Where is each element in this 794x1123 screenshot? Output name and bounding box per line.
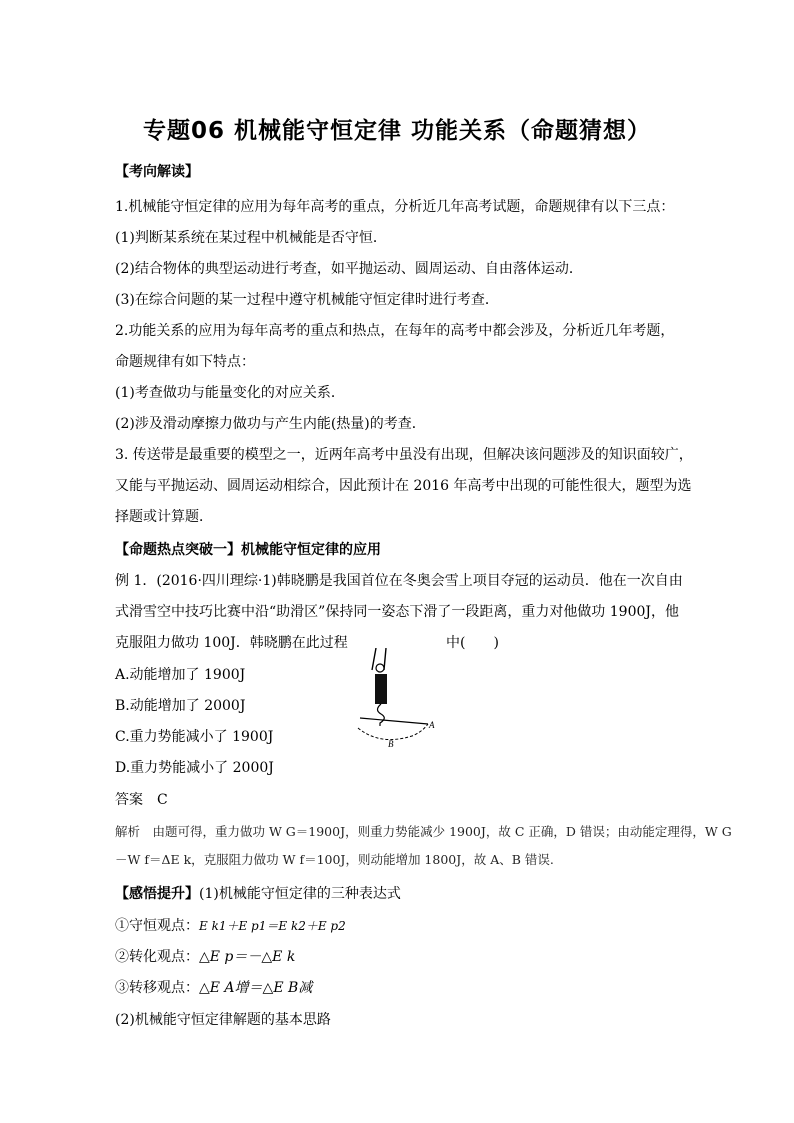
- paragraph-2-item-1: (1)考查做功与能量变化的对应关系．: [115, 385, 345, 401]
- paragraph-1-item-1: (1)判断某系统在某过程中机械能是否守恒．: [115, 230, 387, 246]
- example-1-line-1: 例 1．(2016·四川理综·1)韩晓鹏是我国首位在冬奥会雪上项目夺冠的运动员．他在一次自由: [115, 573, 683, 589]
- analysis-line-2: －W f＝ΔE k，克服阻力做功 W f＝100J，则动能增加 1800J，故 A、B 错误.: [115, 852, 554, 867]
- option-b: B.动能增加了 2000J: [115, 698, 246, 714]
- paragraph-2-line-2: 命题规律有如下特点：: [115, 354, 255, 370]
- example-1-line-3-end: 中( ): [446, 635, 499, 651]
- view-3: [115, 979, 312, 997]
- page-title: 专题06 机械能守恒定律 功能关系（命题猜想）: [142, 118, 652, 144]
- section-heading-hot1: 【命题热点突破一】机械能守恒定律的应用: [115, 542, 381, 558]
- paragraph-3-line-3: 择题或计算题．: [115, 509, 213, 525]
- view-1: [115, 917, 346, 935]
- view-1-equation: E k1＋E p1＝E k2＋E p2: [199, 919, 346, 933]
- example-1-line-2: 式滑雪空中技巧比赛中沿“助滑区”保持同一姿态下滑了一段距离，重力对他做功 1900J，他: [115, 604, 680, 620]
- paragraph-1: 1.机械能守恒定律的应用为每年高考的重点，分析近几年高考试题，命题规律有以下三点：: [115, 199, 675, 215]
- paragraph-1-item-2: (2)结合物体的典型运动进行考查，如平抛运动、圆周运动、自由落体运动．: [115, 261, 583, 277]
- insight-item-1: (1)机械能守恒定律的三种表达式: [199, 886, 401, 902]
- option-d: D.重力势能减小了 2000J: [115, 760, 274, 776]
- skier-figure: [350, 648, 440, 748]
- view-1-label: ①守恒观点：: [115, 918, 199, 934]
- analysis-line-1: 解析 由题可得，重力做功 W G＝1900J，则重力势能减少 1900J，故 C 正确，D 错误；由动能定理得，W G: [115, 824, 732, 839]
- figure-label-b: B: [388, 739, 394, 748]
- option-a: A.动能增加了 1900J: [115, 667, 246, 683]
- paragraph-1-item-3: (3)在综合问题的某一过程中遵守机械能守恒定律时进行考查．: [115, 292, 499, 308]
- view-3-label: ③转移观点：: [115, 980, 199, 996]
- section-heading-kaoxiang: 【考向解读】: [115, 164, 199, 180]
- paragraph-2-line-1: 2.功能关系的应用为每年高考的重点和热点，在每年的高考中都会涉及，分析近几年考题，: [115, 323, 675, 339]
- view-2-equation: △E p＝－△E k: [199, 949, 296, 965]
- insight-line-1: [115, 885, 401, 903]
- view-2-label: ②转化观点：: [115, 949, 199, 965]
- option-c: C.重力势能减小了 1900J: [115, 729, 274, 745]
- insight-heading: 【感悟提升】: [115, 886, 199, 902]
- example-1-line-3: 克服阻力做功 100J．韩晓鹏在此过程: [115, 635, 348, 651]
- view-3-equation: △E A增＝△E B减: [199, 980, 313, 996]
- figure-label-a: A: [429, 720, 435, 730]
- insight-item-2: (2)机械能守恒定律解题的基本思路: [115, 1012, 331, 1028]
- view-2: [115, 948, 295, 966]
- paragraph-2-item-2: (2)涉及滑动摩擦力做功与产生内能(热量)的考查．: [115, 416, 426, 432]
- paragraph-3-line-1: 3. 传送带是最重要的模型之一，近两年高考中虽没有出现，但解决该问题涉及的知识面较广，: [115, 447, 693, 463]
- paragraph-3-line-2: 又能与平抛运动、圆周运动相综合，因此预计在 2016 年高考中出现的可能性很大，题型为选: [115, 478, 692, 494]
- answer: 答案 C: [115, 792, 168, 808]
